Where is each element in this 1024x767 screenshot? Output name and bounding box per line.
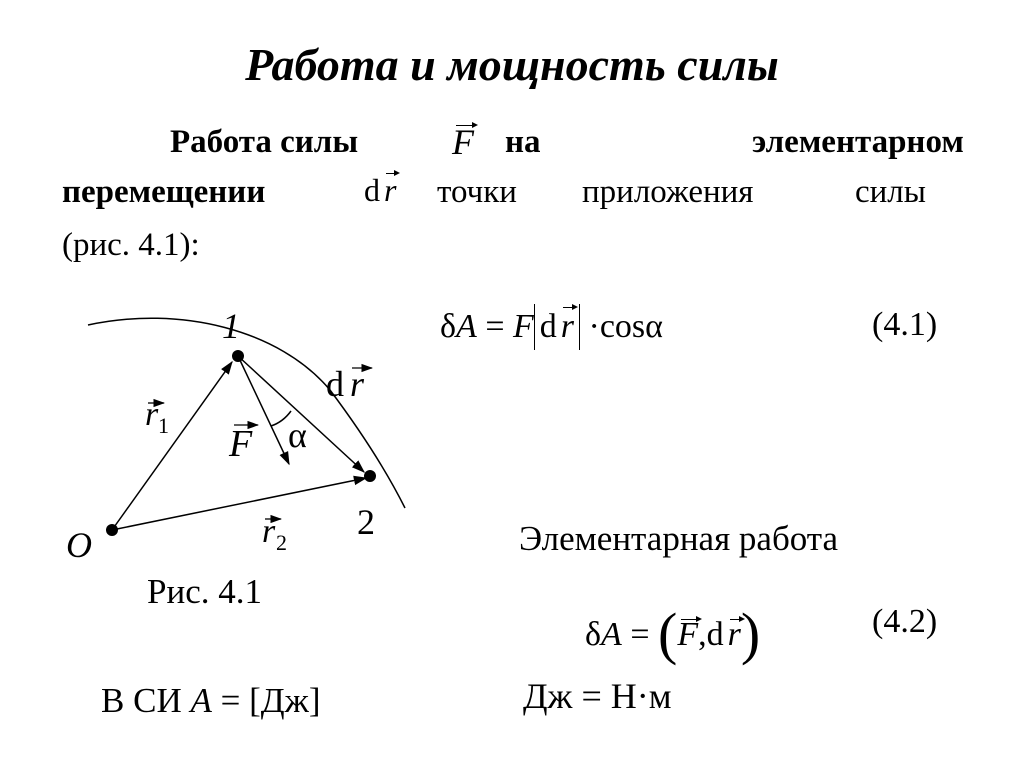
f1-F: F [513, 308, 534, 345]
unit-joule: Дж [523, 676, 573, 716]
intro-line3: (рис. 4.1): [62, 227, 200, 263]
force-label: F [229, 423, 253, 465]
intro-line2-b: приложения [582, 174, 754, 210]
formula-4-1 [440, 304, 663, 350]
unit-newton: Н [610, 676, 637, 716]
dr-label-r: r [350, 364, 365, 404]
f2-r-vector: r [727, 616, 741, 653]
f1-A: A [456, 308, 477, 345]
elementary-work-label: Элементарная работа [519, 519, 839, 558]
f1-delta: δ [440, 308, 457, 345]
intro-line2-a: точки [437, 174, 517, 210]
si-line [101, 681, 320, 721]
formula-4-2-number: (4.2) [872, 603, 938, 640]
alpha-label: α [288, 415, 307, 455]
origin-dot [106, 524, 118, 536]
f2-paren-close: ) [740, 601, 761, 666]
f1-eq: = [485, 308, 505, 345]
dr-label-d: d [326, 364, 344, 404]
intro-d: d [364, 172, 380, 208]
point-2-label: 2 [357, 502, 375, 542]
units-equation [523, 675, 672, 717]
r2-subscript: 2 [276, 530, 287, 555]
figure-caption: Рис. 4.1 [147, 572, 262, 611]
f2-F-vector: F [677, 616, 699, 653]
point-1-label: 1 [222, 306, 240, 346]
si-A: A [190, 681, 212, 720]
unit-meter: м [648, 676, 672, 716]
f2-eq: = [630, 616, 650, 653]
unit-eq: = [581, 676, 602, 716]
intro-line1-b: на [505, 124, 541, 160]
f1-alpha: α [645, 308, 663, 345]
point-2-dot [364, 470, 376, 482]
r2-label: r [262, 513, 276, 550]
si-eq: = [220, 681, 241, 720]
formula-4-2 [585, 600, 760, 667]
intro-line2-bold: перемещении [62, 174, 266, 210]
f1-abs-bars [534, 304, 580, 350]
f2-d: d [706, 616, 724, 653]
f2-A: A [601, 616, 622, 653]
f2-comma: , [698, 616, 707, 653]
force-vector-F: F [452, 122, 474, 162]
f1-cos: cos [599, 308, 646, 345]
r2-vector-arrow [112, 478, 366, 530]
intro-r-vector: r [384, 172, 397, 208]
f2-delta: δ [585, 616, 602, 653]
r1-subscript: 1 [158, 413, 169, 438]
f2-paren-open: ( [658, 601, 678, 666]
f1-r-vector: r [561, 304, 574, 350]
origin-label: O [66, 525, 92, 565]
si-prefix: В СИ [101, 681, 182, 720]
formula-4-1-number: (4.1) [872, 306, 938, 343]
intro-line1-c: элементарном [752, 124, 964, 160]
r1-label: r [145, 396, 159, 433]
point-1-dot [232, 350, 244, 362]
f1-dot: · [588, 308, 600, 345]
f1-d: d [539, 308, 557, 345]
unit-dot: · [636, 676, 649, 716]
page-title: Работа и мощность силы [245, 39, 779, 90]
intro-line2-c: силы [855, 174, 926, 210]
si-unit: [Дж] [249, 681, 321, 720]
r1-vector-arrow [112, 362, 232, 530]
intro-line1-a: Работа силы [170, 124, 359, 160]
